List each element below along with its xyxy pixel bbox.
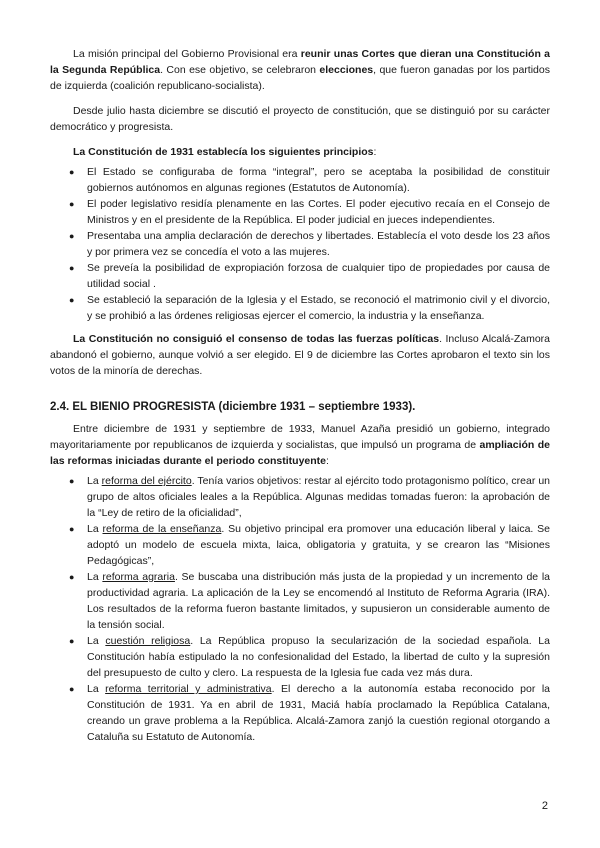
intro-paragraph-1 (50, 46, 550, 94)
bold-run: elecciones (319, 64, 374, 76)
text-run: La (87, 571, 103, 583)
bullet-icon: ● (69, 167, 75, 177)
consensus-paragraph (50, 331, 550, 379)
principles-title (50, 144, 550, 160)
list-item (50, 473, 550, 521)
list-item-text: . Su objetivo principal era promover una educación liberal y laica. Se adoptó un modelo de escuela mixta, laica, obligatoria y gratuita, y se crearon las “Misiones Pedagógicas”, (87, 523, 550, 567)
reform-topic: reforma territorial y administrativa (105, 683, 272, 695)
list-item-text: El Estado se configuraba de forma “integral”, pero se aceptaba la posibilidad de constituir gobiernos autónomos en algunas regiones (Estatutos de Autonomía). (87, 166, 550, 194)
bullet-icon: ● (69, 231, 75, 241)
principles-list (50, 164, 550, 324)
bullet-icon: ● (69, 263, 75, 273)
list-item (50, 521, 550, 569)
bullet-icon: ● (69, 199, 75, 209)
page-number: 2 (541, 800, 548, 812)
list-item-text: Se preveía la posibilidad de expropiación forzosa de cualquier tipo de propiedades por causa de utilidad social . (87, 262, 550, 290)
bullet-icon: ● (69, 295, 75, 305)
reform-topic: reforma del ejército (101, 475, 192, 487)
text-run: La (87, 635, 106, 647)
text-run: La misión principal del Gobierno Provisional era (73, 48, 301, 60)
text-run: . Incluso Alcalá-Zamora abandonó el gobierno, aunque volvió a ser elegido. El 9 de diciembre las Cortes aprobaron el texto sin los votos de la minoría de derechas. (50, 333, 550, 377)
list-item-text: . Se buscaba una distribución más justa de la propiedad y un incremento de la productividad agraria. La aplicación de la Ley se encomendó al Instituto de Reforma Agraria (IRA). Los resultados de la reforma fueron bastante limitados, y supusieron un considerable aumento de la tensión social. (87, 571, 550, 631)
list-item-text: . El derecho a la autonomía estaba reconocido por la Constitución de 1931. Ya en abril de 1931, Maciá había proclamado la República Catalana, creando un grave problema a la República. Alcalá-Zamora zanjó la cuestión regional otorgando a Cataluña su Estatuto de Autonomía. (87, 683, 550, 743)
list-item-text: El poder legislativo residía plenamente en las Cortes. El poder ejecutivo recaía en el Consejo de Ministros y en el presidente de la República. El poder judicial en jueces independientes. (87, 198, 550, 226)
bold-run: La Constitución no consiguió el consenso de todas las fuerzas políticas (73, 333, 440, 345)
reforms-list (50, 473, 550, 745)
intro-paragraph-2: Desde julio hasta diciembre se discutió el proyecto de constitución, que se distinguió por su carácter democrático y progresista. (50, 105, 550, 133)
list-item (50, 569, 550, 633)
bullet-icon: ● (69, 524, 75, 534)
text-run: , que fueron ganadas por los partidos de izquierda (coalición republicano-socialista). (50, 64, 550, 92)
section-intro (50, 421, 550, 469)
text-run: La (87, 523, 103, 535)
bullet-icon: ● (69, 572, 75, 582)
document-page (50, 46, 550, 745)
principles-title-text: La Constitución de 1931 establecía los siguientes principios (73, 146, 374, 158)
list-item-text: . Tenía varios objetivos: restar al ejército todo protagonismo político, crear un grupo de altos oficiales leales a la República. Algunas medidas tomadas fueron: la aprobación de la “Ley de retiro de la oficialidad”, (87, 475, 550, 519)
reform-topic: cuestión religiosa (105, 635, 191, 647)
list-item (50, 228, 550, 260)
list-item-text: Se estableció la separación de la Iglesia y el Estado, se reconoció el matrimonio civil y el divorcio, y se prohibió a las órdenes religiosas ejercer el comercio, la industria y la enseñanza. (87, 294, 550, 322)
text-run: La (87, 683, 106, 695)
section-heading: 2.4. EL BIENIO PROGRESISTA (diciembre 1931 – septiembre 1933). (50, 401, 416, 413)
list-item (50, 260, 550, 292)
bullet-icon: ● (69, 636, 75, 646)
reform-topic: reforma de la enseñanza (102, 523, 222, 535)
text-run: La (87, 475, 102, 487)
list-item (50, 633, 550, 681)
list-item (50, 681, 550, 745)
bold-run: reunir unas Cortes que dieran una Constitución a la Segunda República (50, 48, 550, 76)
text-run: . Con ese objetivo, se celebraron (160, 64, 320, 76)
list-item (50, 292, 550, 324)
bullet-icon: ● (69, 476, 75, 486)
list-item-text: . La República propuso la secularización de la sociedad española. La Constitución había estipulado la no confesionalidad del Estado, la libertad de culto y la supresión del presupuesto de culto y clero. La respuesta de la Iglesia fue cada vez más dura. (87, 635, 550, 679)
text-run: : (326, 455, 329, 467)
list-item (50, 196, 550, 228)
bold-run: ampliación de las reformas iniciadas durante el periodo constituyente (50, 439, 550, 467)
text-run: : (373, 146, 377, 158)
text-run: Entre diciembre de 1931 y septiembre de 1933, Manuel Azaña presidió un gobierno, integrado mayoritariamente por republicanos de izquierda y socialistas, que impulsó un programa de (50, 423, 550, 451)
list-item (50, 164, 550, 196)
list-item-text: Presentaba una amplia declaración de derechos y libertades. Establecía el voto desde los 23 años y por primera vez se concedía el voto a las mujeres. (87, 230, 550, 258)
reform-topic: reforma agraria (102, 571, 175, 583)
bullet-icon: ● (69, 684, 75, 694)
